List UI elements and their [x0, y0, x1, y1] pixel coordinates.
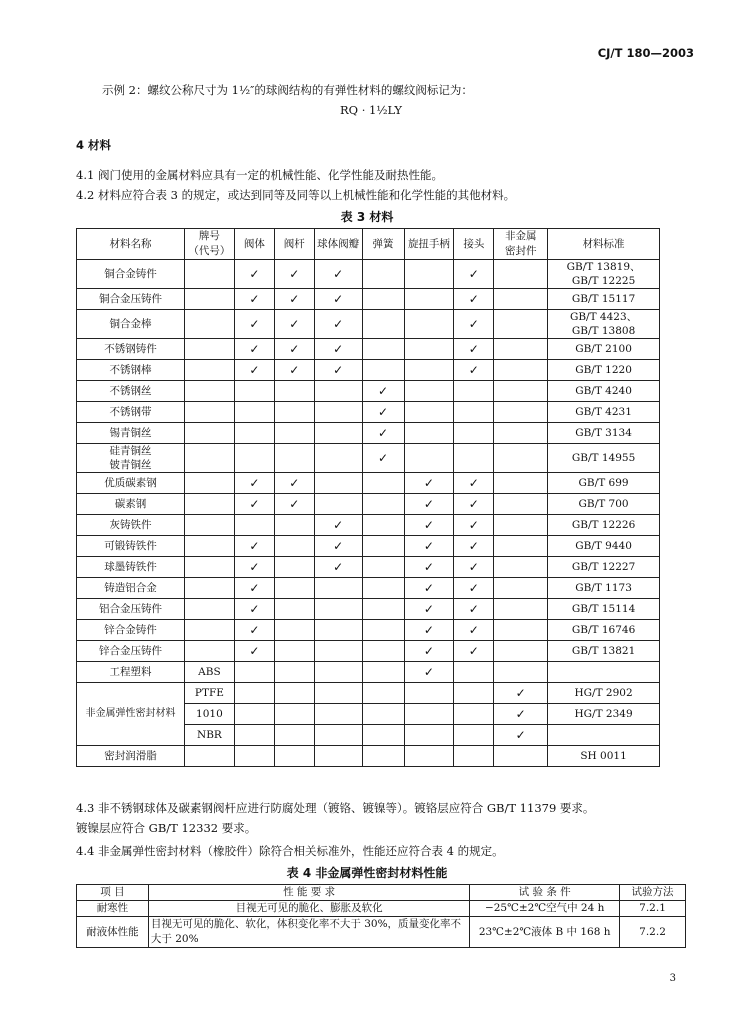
table-cell: 锡青铜丝 [77, 423, 185, 444]
check-mark: ✓ [454, 360, 494, 381]
table-cell [184, 381, 234, 402]
table-cell [314, 444, 362, 473]
table-cell [274, 402, 314, 423]
table-cell [314, 704, 362, 725]
column-header: 弹簧 [362, 229, 404, 260]
check-mark: ✓ [234, 473, 274, 494]
table-cell: GB/T 4240 [548, 381, 660, 402]
check-mark: ✓ [274, 260, 314, 289]
table-cell [362, 662, 404, 683]
table-cell [234, 444, 274, 473]
table-cell: 碳素钢 [77, 494, 185, 515]
table-cell: 7.2.2 [620, 917, 686, 948]
table-cell [274, 578, 314, 599]
table-cell [454, 662, 494, 683]
table-cell: 不锈钢丝 [77, 381, 185, 402]
table-cell [274, 423, 314, 444]
table-cell [494, 515, 548, 536]
check-mark: ✓ [234, 360, 274, 381]
column-header: 阀杆 [274, 229, 314, 260]
table-cell: 非金属弹性密封材料 [77, 683, 185, 746]
table-cell: GB/T 700 [548, 494, 660, 515]
table-cell [314, 620, 362, 641]
table-cell [362, 289, 404, 310]
example-code: RQ · 1½LY [340, 103, 403, 117]
table-cell [362, 746, 404, 767]
table-cell: HG/T 2902 [548, 683, 660, 704]
table-cell [314, 381, 362, 402]
table-4-title: 表 4 非金属弹性密封材料性能 [286, 866, 448, 880]
check-mark: ✓ [454, 578, 494, 599]
table-cell [234, 381, 274, 402]
table-cell [234, 423, 274, 444]
table-cell [234, 683, 274, 704]
table-cell: HG/T 2349 [548, 704, 660, 725]
table-cell: 工程塑料 [77, 662, 185, 683]
table-row [77, 260, 660, 289]
check-mark: ✓ [234, 641, 274, 662]
table-cell [184, 620, 234, 641]
table-cell: 硅青铜丝 铍青铜丝 [77, 444, 185, 473]
table-cell: 7.2.1 [620, 901, 686, 917]
table-cell: 不锈钢带 [77, 402, 185, 423]
check-mark: ✓ [454, 310, 494, 339]
para-4-3: 4.3 非不锈钢球体及碳素钢阀杆应进行防腐处理（镀铬、镀镍等）。镀铬层应符合 GB/T 11379 要求。 [76, 801, 595, 815]
table-cell [314, 746, 362, 767]
check-mark: ✓ [314, 339, 362, 360]
table-cell [362, 578, 404, 599]
table-cell: 铜合金棒 [77, 310, 185, 339]
table-cell [314, 725, 362, 746]
table-cell [494, 444, 548, 473]
table-cell [362, 599, 404, 620]
table-cell: 优质碳素钢 [77, 473, 185, 494]
table-3-title: 表 3 材料 [340, 210, 394, 224]
column-header: 材料标准 [548, 229, 660, 260]
table-cell: PTFE [184, 683, 234, 704]
table-row [77, 381, 660, 402]
table-cell [494, 578, 548, 599]
check-mark: ✓ [314, 260, 362, 289]
section-4-title: 4 材料 [76, 138, 112, 152]
check-mark: ✓ [454, 289, 494, 310]
table-cell [274, 662, 314, 683]
check-mark: ✓ [234, 260, 274, 289]
table-cell [184, 423, 234, 444]
table-cell [184, 578, 234, 599]
check-mark: ✓ [494, 704, 548, 725]
check-mark: ✓ [494, 683, 548, 704]
check-mark: ✓ [494, 725, 548, 746]
table-row [77, 641, 660, 662]
table-row [77, 917, 686, 948]
check-mark: ✓ [454, 641, 494, 662]
check-mark: ✓ [314, 360, 362, 381]
table-row [77, 746, 660, 767]
table-cell [494, 360, 548, 381]
table-header-row [77, 229, 660, 260]
table-4-header-row [77, 885, 686, 901]
column-header: 旋扭手柄 [404, 229, 454, 260]
table-cell: GB/T 4231 [548, 402, 660, 423]
table-cell: GB/T 3134 [548, 423, 660, 444]
check-mark: ✓ [404, 494, 454, 515]
check-mark: ✓ [234, 578, 274, 599]
check-mark: ✓ [314, 289, 362, 310]
check-mark: ✓ [274, 310, 314, 339]
check-mark: ✓ [234, 310, 274, 339]
table-cell [184, 746, 234, 767]
table-cell [274, 704, 314, 725]
table-cell: 铜合金压铸件 [77, 289, 185, 310]
table-cell [454, 746, 494, 767]
table-row [77, 515, 660, 536]
table-cell [494, 641, 548, 662]
table-cell [184, 360, 234, 381]
table-cell [314, 662, 362, 683]
table-cell: GB/T 12227 [548, 557, 660, 578]
table-cell [362, 725, 404, 746]
table-cell [362, 339, 404, 360]
table-cell: 锌合金压铸件 [77, 641, 185, 662]
table-cell [234, 746, 274, 767]
table-cell: 灰铸铁件 [77, 515, 185, 536]
elastic-material-table [76, 884, 686, 948]
table-cell: GB/T 15114 [548, 599, 660, 620]
table-cell [274, 444, 314, 473]
table-row [77, 423, 660, 444]
check-mark: ✓ [404, 662, 454, 683]
table-row [77, 901, 686, 917]
table-cell [184, 641, 234, 662]
column-header: 材料名称 [77, 229, 185, 260]
table-row [77, 494, 660, 515]
table-cell: GB/T 16746 [548, 620, 660, 641]
check-mark: ✓ [404, 515, 454, 536]
table-row [77, 473, 660, 494]
table-cell: GB/T 12226 [548, 515, 660, 536]
check-mark: ✓ [274, 494, 314, 515]
table-cell [404, 746, 454, 767]
table-row [77, 289, 660, 310]
table-cell [548, 662, 660, 683]
table-row [77, 683, 660, 704]
table-cell [494, 620, 548, 641]
table-cell [454, 704, 494, 725]
table-cell [494, 402, 548, 423]
table-cell [494, 289, 548, 310]
check-mark: ✓ [454, 557, 494, 578]
table-row [77, 620, 660, 641]
table-cell [362, 704, 404, 725]
table-cell [548, 725, 660, 746]
check-mark: ✓ [454, 536, 494, 557]
para-4-1: 4.1 阀门使用的金属材料应具有一定的机械性能、化学性能及耐热性能。 [76, 168, 443, 182]
table-cell [494, 473, 548, 494]
table-cell [404, 310, 454, 339]
table-cell: 球墨铸铁件 [77, 557, 185, 578]
table-cell [274, 725, 314, 746]
table-cell [404, 402, 454, 423]
check-mark: ✓ [274, 473, 314, 494]
column-header: 球体阀瓣 [314, 229, 362, 260]
table-row [77, 578, 660, 599]
para-4-4: 4.4 非金属弹性密封材料（橡胶件）除符合相关标准外，性能还应符合表 4 的规定。 [76, 844, 504, 858]
check-mark: ✓ [314, 515, 362, 536]
table-cell [234, 515, 274, 536]
page-number: 3 [669, 973, 676, 984]
table-cell [314, 683, 362, 704]
table-cell [184, 536, 234, 557]
table-cell [184, 402, 234, 423]
check-mark: ✓ [274, 360, 314, 381]
check-mark: ✓ [234, 339, 274, 360]
table-cell: 不锈钢铸件 [77, 339, 185, 360]
table-cell: GB/T 14955 [548, 444, 660, 473]
table-cell: GB/T 13821 [548, 641, 660, 662]
check-mark: ✓ [362, 444, 404, 473]
table-cell: 铝合金压铸件 [77, 599, 185, 620]
check-mark: ✓ [234, 599, 274, 620]
table-cell [184, 444, 234, 473]
table-cell [184, 310, 234, 339]
table-cell [404, 423, 454, 444]
check-mark: ✓ [404, 599, 454, 620]
table-cell [362, 473, 404, 494]
table-cell [362, 536, 404, 557]
table-cell [404, 289, 454, 310]
check-mark: ✓ [314, 310, 362, 339]
check-mark: ✓ [404, 641, 454, 662]
table-cell: 铜合金铸件 [77, 260, 185, 289]
column-header: 试 验 条 件 [470, 885, 620, 901]
table-cell: SH 0011 [548, 746, 660, 767]
table-cell [494, 557, 548, 578]
column-header: 阀体 [234, 229, 274, 260]
check-mark: ✓ [234, 557, 274, 578]
table-cell [314, 494, 362, 515]
check-mark: ✓ [362, 423, 404, 444]
table-cell [274, 599, 314, 620]
check-mark: ✓ [274, 339, 314, 360]
check-mark: ✓ [454, 339, 494, 360]
table-cell [404, 339, 454, 360]
table-cell: 锌合金铸件 [77, 620, 185, 641]
table-cell: GB/T 1173 [548, 578, 660, 599]
table-cell [274, 746, 314, 767]
table-cell [274, 641, 314, 662]
column-header: 性 能 要 求 [148, 885, 469, 901]
table-cell [274, 620, 314, 641]
check-mark: ✓ [234, 536, 274, 557]
table-cell [454, 423, 494, 444]
table-cell: ABS [184, 662, 234, 683]
table-cell [274, 536, 314, 557]
table-cell: 目视无可见的脆化、软化，体积变化率不大于 30%，质量变化率不大于 20% [148, 917, 469, 948]
table-cell [494, 599, 548, 620]
table-cell [184, 289, 234, 310]
table-cell [274, 557, 314, 578]
table-row [77, 599, 660, 620]
check-mark: ✓ [454, 260, 494, 289]
table-cell: GB/T 2100 [548, 339, 660, 360]
table-cell [234, 725, 274, 746]
table-cell: 密封润滑脂 [77, 746, 185, 767]
check-mark: ✓ [404, 557, 454, 578]
table-cell: 1010 [184, 704, 234, 725]
check-mark: ✓ [314, 536, 362, 557]
table-cell [184, 557, 234, 578]
table-cell [274, 515, 314, 536]
table-cell [234, 662, 274, 683]
table-cell [494, 746, 548, 767]
table-cell [274, 683, 314, 704]
table-cell: GB/T 15117 [548, 289, 660, 310]
table-cell: GB/T 1220 [548, 360, 660, 381]
table-cell [362, 360, 404, 381]
column-header: 接头 [454, 229, 494, 260]
table-row [77, 360, 660, 381]
table-cell [454, 683, 494, 704]
check-mark: ✓ [404, 578, 454, 599]
table-row [77, 310, 660, 339]
check-mark: ✓ [274, 289, 314, 310]
table-cell: −25℃±2℃空气中 24 h [470, 901, 620, 917]
table-cell [454, 444, 494, 473]
table-cell [362, 683, 404, 704]
table-cell: 耐寒性 [77, 901, 149, 917]
table-cell [314, 402, 362, 423]
column-header: 牌号 （代号） [184, 229, 234, 260]
table-cell [184, 473, 234, 494]
table-cell: GB/T 9440 [548, 536, 660, 557]
table-cell [404, 704, 454, 725]
table-cell [404, 260, 454, 289]
check-mark: ✓ [234, 289, 274, 310]
check-mark: ✓ [404, 536, 454, 557]
check-mark: ✓ [234, 620, 274, 641]
table-cell [274, 381, 314, 402]
table-row [77, 444, 660, 473]
table-cell: 可锻铸铁件 [77, 536, 185, 557]
document-code: CJ/T 180—2003 [597, 46, 694, 60]
table-cell [494, 662, 548, 683]
table-cell [454, 381, 494, 402]
table-cell: 不锈钢棒 [77, 360, 185, 381]
table-cell: 耐液体性能 [77, 917, 149, 948]
table-cell [362, 260, 404, 289]
table-cell [314, 599, 362, 620]
table-cell: 目视无可见的脆化、膨胀及软化 [148, 901, 469, 917]
table-row [77, 339, 660, 360]
table-cell [184, 339, 234, 360]
table-cell [362, 641, 404, 662]
check-mark: ✓ [454, 494, 494, 515]
table-cell [494, 339, 548, 360]
table-cell [184, 260, 234, 289]
check-mark: ✓ [404, 620, 454, 641]
table-cell [314, 473, 362, 494]
table-cell [362, 620, 404, 641]
table-cell [404, 683, 454, 704]
check-mark: ✓ [454, 473, 494, 494]
table-cell: NBR [184, 725, 234, 746]
table-cell: 23℃±2℃液体 B 中 168 h [470, 917, 620, 948]
check-mark: ✓ [362, 381, 404, 402]
table-cell: 铸造铝合金 [77, 578, 185, 599]
column-header: 非金属 密封件 [494, 229, 548, 260]
table-row [77, 402, 660, 423]
table-cell [494, 260, 548, 289]
table-cell: GB/T 4423、 GB/T 13808 [548, 310, 660, 339]
table-cell [184, 515, 234, 536]
table-cell [362, 515, 404, 536]
check-mark: ✓ [454, 599, 494, 620]
table-cell [494, 494, 548, 515]
check-mark: ✓ [404, 473, 454, 494]
table-cell [454, 725, 494, 746]
table-cell [184, 599, 234, 620]
table-cell [494, 310, 548, 339]
table-cell [234, 402, 274, 423]
table-row [77, 536, 660, 557]
table-cell [362, 494, 404, 515]
table-cell [362, 310, 404, 339]
column-header: 试验方法 [620, 885, 686, 901]
table-cell [184, 494, 234, 515]
table-cell [404, 360, 454, 381]
table-cell [494, 381, 548, 402]
table-row [77, 662, 660, 683]
example-text: 示例 2：螺纹公称尺寸为 1½″的球阀结构的有弹性材料的螺纹阀标记为： [102, 83, 473, 97]
check-mark: ✓ [362, 402, 404, 423]
para-4-3-cont: 镀镍层应符合 GB/T 12332 要求。 [76, 821, 257, 835]
table-cell: GB/T 699 [548, 473, 660, 494]
table-cell [494, 423, 548, 444]
table-cell [404, 381, 454, 402]
table-cell [314, 641, 362, 662]
table-cell [314, 578, 362, 599]
column-header: 项 目 [77, 885, 149, 901]
check-mark: ✓ [454, 515, 494, 536]
check-mark: ✓ [314, 557, 362, 578]
materials-table [76, 228, 660, 767]
table-cell [494, 536, 548, 557]
table-cell [454, 402, 494, 423]
check-mark: ✓ [234, 494, 274, 515]
check-mark: ✓ [454, 620, 494, 641]
para-4-2: 4.2 材料应符合表 3 的规定，或达到同等及同等以上机械性能和化学性能的其他材料。 [76, 188, 516, 202]
table-cell [234, 704, 274, 725]
table-cell [314, 423, 362, 444]
table-row [77, 557, 660, 578]
table-cell [404, 444, 454, 473]
table-cell [362, 557, 404, 578]
table-cell [404, 725, 454, 746]
table-cell: GB/T 13819、 GB/T 12225 [548, 260, 660, 289]
